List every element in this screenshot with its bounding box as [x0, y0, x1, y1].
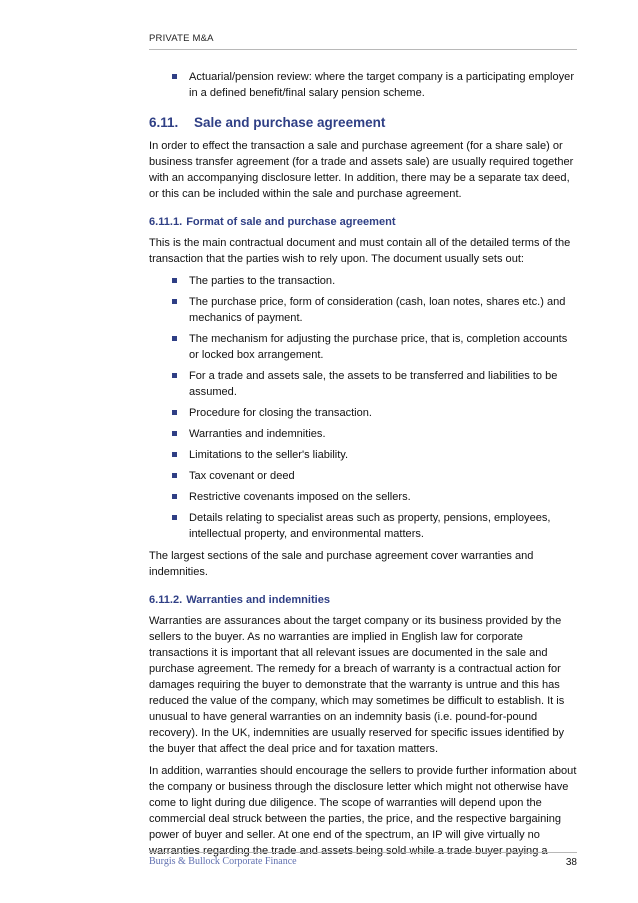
list-item-text: For a trade and assets sale, the assets to be transferred and liabilities to be assumed. — [189, 370, 558, 398]
subsection-number: 6.11.2. — [149, 594, 183, 606]
list-item-text: Restrictive covenants imposed on the sellers. — [189, 491, 411, 503]
page-content — [149, 69, 577, 865]
subsection-number: 6.11.1. — [149, 216, 183, 228]
square-bullet-icon — [172, 74, 177, 79]
list-item — [149, 405, 577, 421]
square-bullet-icon — [172, 515, 177, 520]
square-bullet-icon — [172, 452, 177, 457]
list-item-text: Limitations to the seller's liability. — [189, 449, 349, 461]
square-bullet-icon — [172, 373, 177, 378]
list-item-text: Tax covenant or deed — [189, 470, 295, 482]
page-number: 38 — [565, 857, 577, 868]
subsection-heading-6-11-1 — [149, 214, 577, 230]
section-title: Sale and purchase agreement — [194, 115, 386, 130]
paragraph: In order to effect the transaction a sale and purchase agreement (for a share sale) or business transfer agreement (for a trade and assets sale) are usually required together with an accompanying disclosure letter. In addition, there may be a separate tax deed, or this can be included within the sale and purchase agreement. — [149, 140, 574, 200]
square-bullet-icon — [172, 410, 177, 415]
list-item — [149, 447, 577, 463]
running-header: PRIVATE M&A — [149, 33, 214, 44]
section-heading-6-11 — [149, 114, 577, 132]
list-item-text: The mechanism for adjusting the purchase price, that is, completion accounts or locked box arrangement. — [189, 333, 568, 361]
list-item — [149, 426, 577, 442]
list-item-text: The purchase price, form of consideration (cash, loan notes, shares etc.) and mechanics of payment. — [189, 296, 566, 324]
list-item-text: Procedure for closing the transaction. — [189, 407, 372, 419]
square-bullet-icon — [172, 473, 177, 478]
paragraph: In addition, warranties should encourage the sellers to provide further information about the company or business through the disclosure letter which might not otherwise have come to light during due diligence. The scope of warranties will depend upon the commercial deal struck between the parties, the price, and the respective bargaining power of buyer and seller. At one end of the spectrum, an IP will give virtually no warranties regarding the trade and assets being sold while a trade buyer paying a — [149, 765, 577, 857]
list-item-text: Details relating to specialist areas such as property, pensions, employees, intellectual property, and environmental matters. — [189, 512, 551, 540]
list-item — [149, 294, 577, 326]
list-item — [149, 273, 577, 289]
square-bullet-icon — [172, 299, 177, 304]
paragraph: This is the main contractual document and must contain all of the detailed terms of the transaction that the parties wish to rely upon. The document usually sets out: — [149, 237, 571, 265]
list-item — [149, 489, 577, 505]
footer-company-name: Burgis & Bullock Corporate Finance — [149, 856, 297, 867]
list-item-text: Warranties and indemnities. — [189, 428, 326, 440]
square-bullet-icon — [172, 278, 177, 283]
list-item — [149, 468, 577, 484]
subsection-title: Format of sale and purchase agreement — [186, 216, 396, 228]
paragraph: Warranties are assurances about the target company or its business provided by the sellers to the buyer. As no warranties are implied in English law for corporate transactions it is important that all relevant issues are documented in the sale and purchase agreement. The remedy for a breach of warranty is a contractual action for damages requiring the buyer to demonstrate that the warranty is untrue and this has reduced the value of the company, which may sometimes be difficult to establish. It is unusual to have general warranties on an indemnity basis (i.e. pound-for-pound recovery). In the UK, indemnities are usually reserved for specific issues identified by the buyer that affect the deal price and for taxation matters. — [149, 615, 565, 755]
list-item — [149, 69, 577, 101]
subsection-title: Warranties and indemnities — [186, 594, 331, 606]
header-rule — [149, 49, 577, 50]
list-item — [149, 368, 577, 400]
square-bullet-icon — [172, 494, 177, 499]
footer-rule — [149, 852, 577, 853]
list-item-text: Actuarial/pension review: where the target company is a participating employer in a defined benefit/final salary pension scheme. — [189, 71, 574, 99]
agreement-contents-list — [149, 273, 577, 542]
subsection-heading-6-11-2 — [149, 592, 577, 608]
list-item — [149, 331, 577, 363]
list-item — [149, 510, 577, 542]
square-bullet-icon — [172, 431, 177, 436]
list-item-text: The parties to the transaction. — [189, 275, 336, 287]
square-bullet-icon — [172, 336, 177, 341]
intro-bullet-list — [149, 69, 577, 101]
paragraph: The largest sections of the sale and purchase agreement cover warranties and indemnities. — [149, 550, 534, 578]
section-number: 6.11. — [149, 115, 179, 130]
